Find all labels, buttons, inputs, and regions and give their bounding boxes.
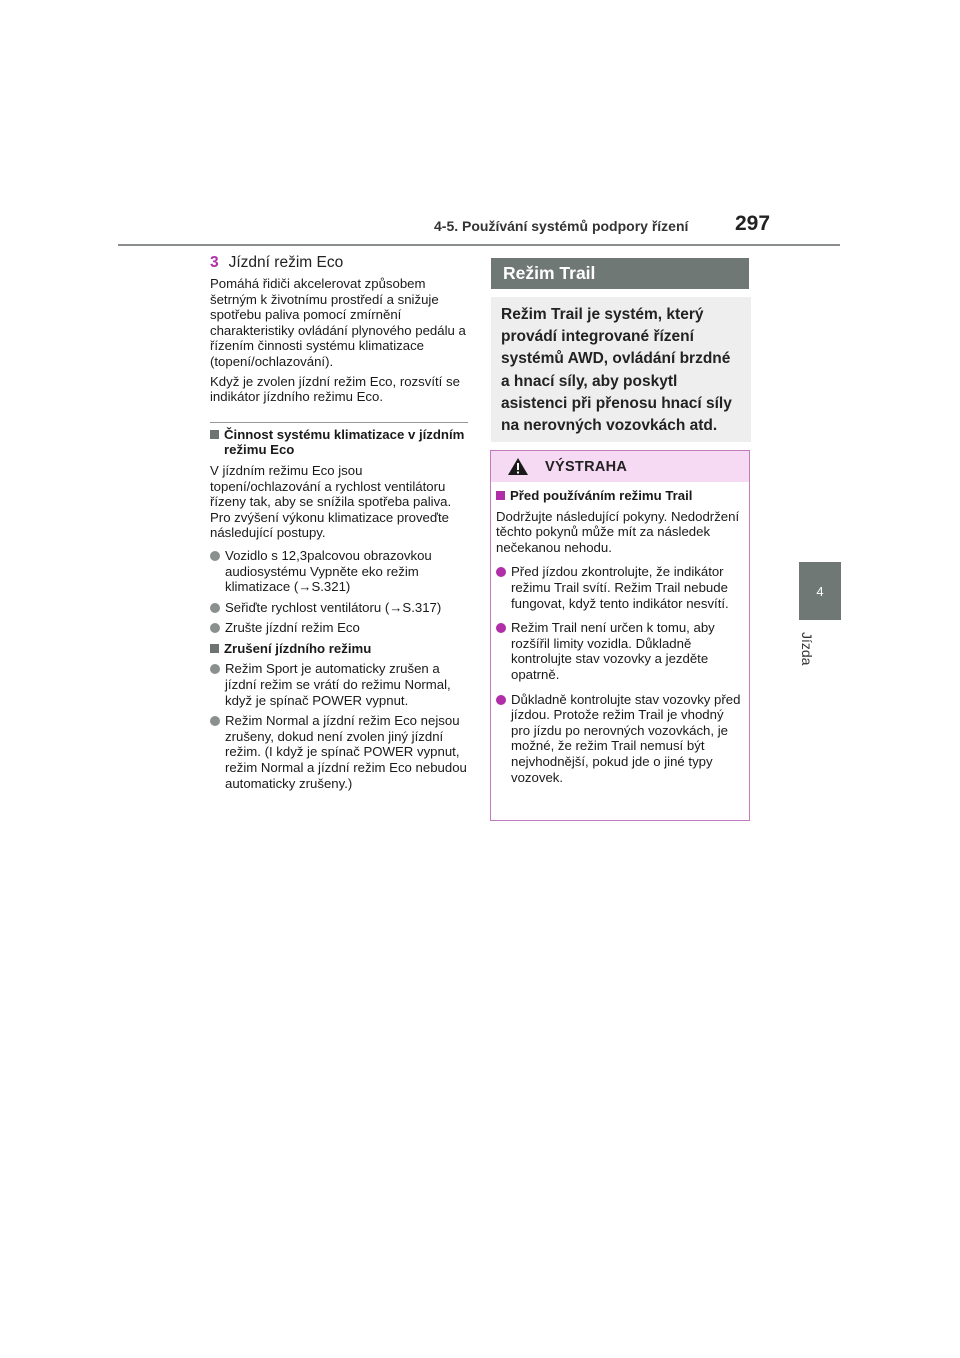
list-item bbox=[210, 713, 468, 791]
list-item-text: Režim Normal a jízdní režim Eco nejsou zrušeny, dokud není zvolen jiný jízdní režim. (I když je spínač POWER vypnut, režim Normal a jízdní režim Eco nebudou automaticky zrušeny.) bbox=[225, 713, 467, 791]
bullet-dot-icon bbox=[496, 695, 506, 705]
list-item-text: Důkladně kontrolujte stav vozovky před jízdou. Protože režim Trail je vhodný pro jízdu po nerovných vozovkách, je možné, že režim Trail nemusí být nejvhodnější, pokud jde o jiné typy vozovek. bbox=[511, 691, 741, 785]
subheading-ac-text: Činnost systému klimatizace v jízdním režimu Eco bbox=[224, 426, 465, 458]
list-item bbox=[210, 548, 468, 595]
warning-list-item bbox=[496, 692, 743, 786]
left-column bbox=[210, 254, 468, 796]
subheading-cancel bbox=[210, 641, 468, 657]
square-bullet-icon bbox=[210, 644, 219, 653]
section-title: Jízdní režim Eco bbox=[228, 254, 344, 271]
ac-paragraph: V jízdním režimu Eco jsou topení/ochlazování a rychlost ventilátoru řízeny tak, aby se snížila spotřeba paliva. Pro zvýšení výkonu klimatizace proveďte následující postupy. bbox=[210, 462, 452, 541]
chapter-tab: 4 bbox=[799, 562, 841, 620]
bullet-dot-icon bbox=[210, 664, 220, 674]
subheading-ac bbox=[210, 427, 468, 458]
bullet-dot-icon bbox=[210, 623, 220, 633]
list-item bbox=[210, 600, 468, 616]
warning-heading-text: Před používáním režimu Trail bbox=[510, 488, 693, 503]
header-title: 4-5. Používání systémů podpory řízení bbox=[434, 218, 689, 234]
warning-triangle-icon bbox=[507, 457, 529, 476]
list-item-text: Seřiďte rychlost ventilátoru (→S.317) bbox=[225, 599, 442, 615]
subheading-cancel-text: Zrušení jízdního režimu bbox=[224, 640, 372, 656]
section-heading bbox=[210, 254, 468, 272]
list-item-text: Před jízdou zkontrolujte, že indikátor režimu Trail svítí. Režim Trail nebude fungovat, když tento indikátor nesvítí. bbox=[511, 564, 729, 611]
warning-text: Dodržujte následující pokyny. Nedodržení těchto pokynů může mít za následek nečekanou nehodu. bbox=[496, 508, 740, 555]
warning-box bbox=[490, 450, 750, 821]
warning-heading bbox=[496, 488, 743, 504]
square-bullet-icon bbox=[210, 430, 219, 439]
divider bbox=[210, 422, 468, 423]
bullet-dot-icon bbox=[210, 603, 220, 613]
list-item-text: Zrušte jízdní režim Eco bbox=[225, 620, 360, 636]
list-item-text: Režim Sport je automaticky zrušen a jízdní režim se vrátí do režimu Normal, když je spínač POWER vypnut. bbox=[225, 661, 451, 708]
bullet-dot-icon bbox=[210, 716, 220, 726]
bullet-dot-icon bbox=[496, 623, 506, 633]
header-rule bbox=[118, 244, 840, 246]
trail-section-title: Režim Trail bbox=[491, 258, 749, 289]
list-item bbox=[210, 620, 468, 636]
paragraph: Když je zvolen jízdní režim Eco, rozsvítí se indikátor jízdního režimu Eco. bbox=[210, 373, 460, 405]
paragraph: Pomáhá řidiči akcelerovat způsobem šetrným k životnímu prostředí a snižuje spotřebu paliva pomocí zmírnění charakteristiky ovládání plynového pedálu a řízením činnosti systému klimatizace (topení/ochlazování). bbox=[210, 276, 466, 369]
square-bullet-icon bbox=[496, 491, 505, 500]
warning-body bbox=[491, 482, 749, 785]
warning-header bbox=[491, 451, 749, 482]
list-item-text: Vozidlo s 12,3palcovou obrazovkou audiosystému Vypněte eko režim klimatizace (→S.321) bbox=[225, 547, 432, 595]
bullet-dot-icon bbox=[496, 567, 506, 577]
bullet-dot-icon bbox=[210, 551, 220, 561]
list-item bbox=[210, 661, 468, 708]
warning-list-item bbox=[496, 564, 743, 611]
section-number: 3 bbox=[210, 254, 219, 271]
trail-intro: Režim Trail je systém, který provádí integrované řízení systémů AWD, ovládání brzdné a hnací síly, aby poskytl asistenci při přenosu hnací síly na nerovných vozovkách atd. bbox=[491, 297, 751, 442]
chapter-label: Jízda bbox=[799, 632, 815, 666]
list-item-text: Režim Trail není určen k tomu, aby rozšířil limity vozidla. Důkladně kontrolujte stav vozovky a jezděte opatrně. bbox=[511, 620, 715, 682]
warning-list-item bbox=[496, 620, 743, 682]
warning-title: VÝSTRAHA bbox=[545, 458, 628, 475]
page-number: 297 bbox=[735, 212, 771, 235]
